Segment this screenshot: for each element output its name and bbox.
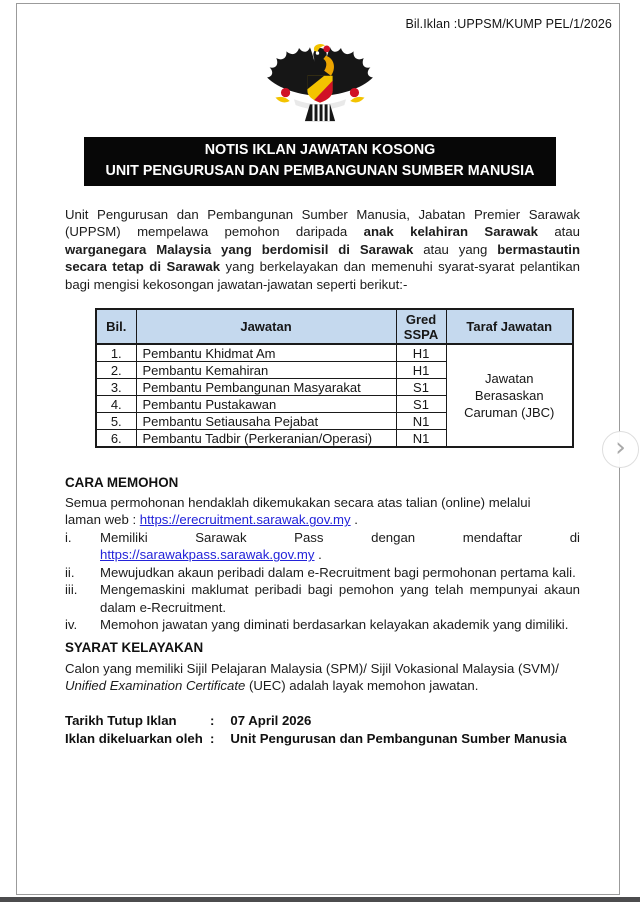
cell-bil: 6.: [96, 430, 136, 448]
list-item: [65, 564, 580, 581]
hyperlink[interactable]: https://sarawakpass.sarawak.gov.my: [100, 547, 315, 563]
list-item-number: iv.: [65, 617, 78, 633]
text-segment: Calon yang memiliki Sijil Pelajaran Malaysia (SPM)/ Sijil Vokasional Malaysia (SVM)/: [65, 661, 559, 676]
list-item-text: [100, 529, 580, 564]
text-segment: laman web :: [65, 512, 140, 528]
footer-value: 07 April 2026: [230, 713, 312, 728]
cell-jawatan: Pembantu Tadbir (Perkeranian/Operasi): [136, 430, 396, 448]
text-segment: dalam e-Recruitment.: [100, 599, 227, 615]
list-item-number: iii.: [65, 582, 78, 598]
table-header-taraf-jawatan: Taraf Jawatan: [446, 309, 573, 344]
cell-jawatan: Pembantu Pembangunan Masyarakat: [136, 379, 396, 396]
text-segment: Memohon jawatan yang diminati berdasarkan kelayakan akademik yang dimiliki.: [100, 617, 569, 633]
cell-gred: S1: [396, 396, 446, 413]
footer-row: [65, 730, 567, 748]
text-segment: (UEC) adalah layak memohon jawatan.: [245, 678, 479, 694]
list-item-text: [100, 581, 580, 616]
notice-footer: [65, 712, 567, 748]
table-header-bil: Bil.: [96, 309, 136, 344]
text-segment: atau yang: [413, 241, 498, 257]
text-segment: Mengemaskini maklumat peribadi bagi pemohon yang telah mempunyai akaun: [100, 582, 580, 598]
text-segment: .: [350, 512, 358, 528]
table-header-row: [96, 309, 573, 344]
section-heading-cara-memohon: CARA MEMOHON: [65, 475, 179, 490]
next-page-button[interactable]: [602, 431, 639, 468]
list-item: [65, 529, 580, 564]
table-header-jawatan: Jawatan: [136, 309, 396, 344]
list-item-text: [100, 616, 580, 633]
footer-colon: :: [210, 713, 215, 728]
list-item-number: i.: [65, 530, 72, 545]
cell-jawatan: Pembantu Pustakawan: [136, 396, 396, 413]
banner-line-2: UNIT PENGURUSAN DAN PEMBANGUNAN SUMBER MANUSIA: [105, 163, 535, 179]
text-segment: (UPPSM) mempelawa pemohon daripada: [65, 224, 364, 240]
hornbill-crest-icon: [257, 42, 383, 128]
list-item-text: [100, 564, 580, 581]
text-segment: secara tetap di Sarawak: [65, 259, 221, 275]
text-segment: yang berkelayakan dan memenuhi syarat-syarat pelantikan: [220, 259, 581, 275]
text-segment: Memiliki Sarawak Pass dengan mendaftar di: [100, 530, 580, 545]
text-segment: .: [314, 547, 322, 563]
cell-gred: N1: [396, 430, 446, 448]
sarawak-state-crest: [257, 42, 383, 133]
list-item: [65, 616, 580, 633]
cell-gred: H1: [396, 362, 446, 379]
text-segment: bagi mengisi kekosongan jawatan-jawatan seperti berikut:-: [65, 276, 408, 292]
cell-bil: 3.: [96, 379, 136, 396]
advert-reference-number: Bil.Iklan :UPPSM/KUMP PEL/1/2026: [405, 17, 612, 31]
cell-jawatan: Pembantu Setiausaha Pejabat: [136, 413, 396, 430]
text-segment: warganegara Malaysia yang berdomisil di Sarawak: [65, 241, 414, 257]
vacancies-table: [95, 308, 574, 448]
eligibility-paragraph: [65, 660, 581, 695]
cell-gred: S1: [396, 379, 446, 396]
cell-gred: H1: [396, 344, 446, 362]
cell-gred: N1: [396, 413, 446, 430]
notice-title-banner: [84, 137, 556, 186]
footer-colon: :: [210, 730, 215, 746]
banner-line-1: NOTIS IKLAN JAWATAN KOSONG: [204, 142, 436, 158]
text-segment: Semua permohonan hendaklah dikemukakan secara atas talian (online) melalui: [65, 495, 531, 510]
cell-bil: 1.: [96, 344, 136, 362]
chevron-right-icon: ›: [615, 432, 626, 463]
table-row: [96, 344, 573, 362]
footer-label: Tarikh Tutup Iklan: [65, 713, 177, 728]
cell-jawatan: Pembantu Khidmat Am: [136, 344, 396, 362]
text-segment: anak kelahiran Sarawak: [363, 224, 538, 240]
cell-taraf-merged: Jawatan Berasaskan Caruman (JBC): [446, 344, 573, 447]
application-intro: [65, 494, 543, 529]
cell-jawatan: Pembantu Kemahiran: [136, 362, 396, 379]
footer-value: Unit Pengurusan dan Pembangunan Sumber Manusia: [230, 730, 567, 746]
list-item: [65, 581, 580, 616]
bottom-edge-bar: [0, 897, 640, 902]
text-segment: atau: [537, 224, 580, 240]
cell-bil: 4.: [96, 396, 136, 413]
text-segment: Unified Examination Certificate: [65, 678, 246, 694]
footer-row: [65, 712, 567, 730]
table-header-gred-sspa: Gred SSPA: [396, 309, 446, 344]
intro-paragraph: [65, 206, 580, 293]
section-heading-syarat-kelayakan: SYARAT KELAYAKAN: [65, 640, 204, 655]
cell-bil: 5.: [96, 413, 136, 430]
cell-bil: 2.: [96, 362, 136, 379]
footer-label: Iklan dikeluarkan oleh: [65, 730, 203, 746]
list-item-number: ii.: [65, 564, 75, 580]
text-segment: Mewujudkan akaun peribadi dalam e-Recruitment bagi permohonan pertama kali.: [100, 564, 576, 580]
application-steps-list: [65, 529, 580, 633]
text-segment: bermastautin: [497, 241, 580, 257]
text-segment: Unit Pengurusan dan Pembangunan Sumber Manusia, Jabatan Premier Sarawak: [65, 207, 580, 222]
hyperlink[interactable]: https://erecruitment.sarawak.gov.my: [139, 512, 351, 528]
